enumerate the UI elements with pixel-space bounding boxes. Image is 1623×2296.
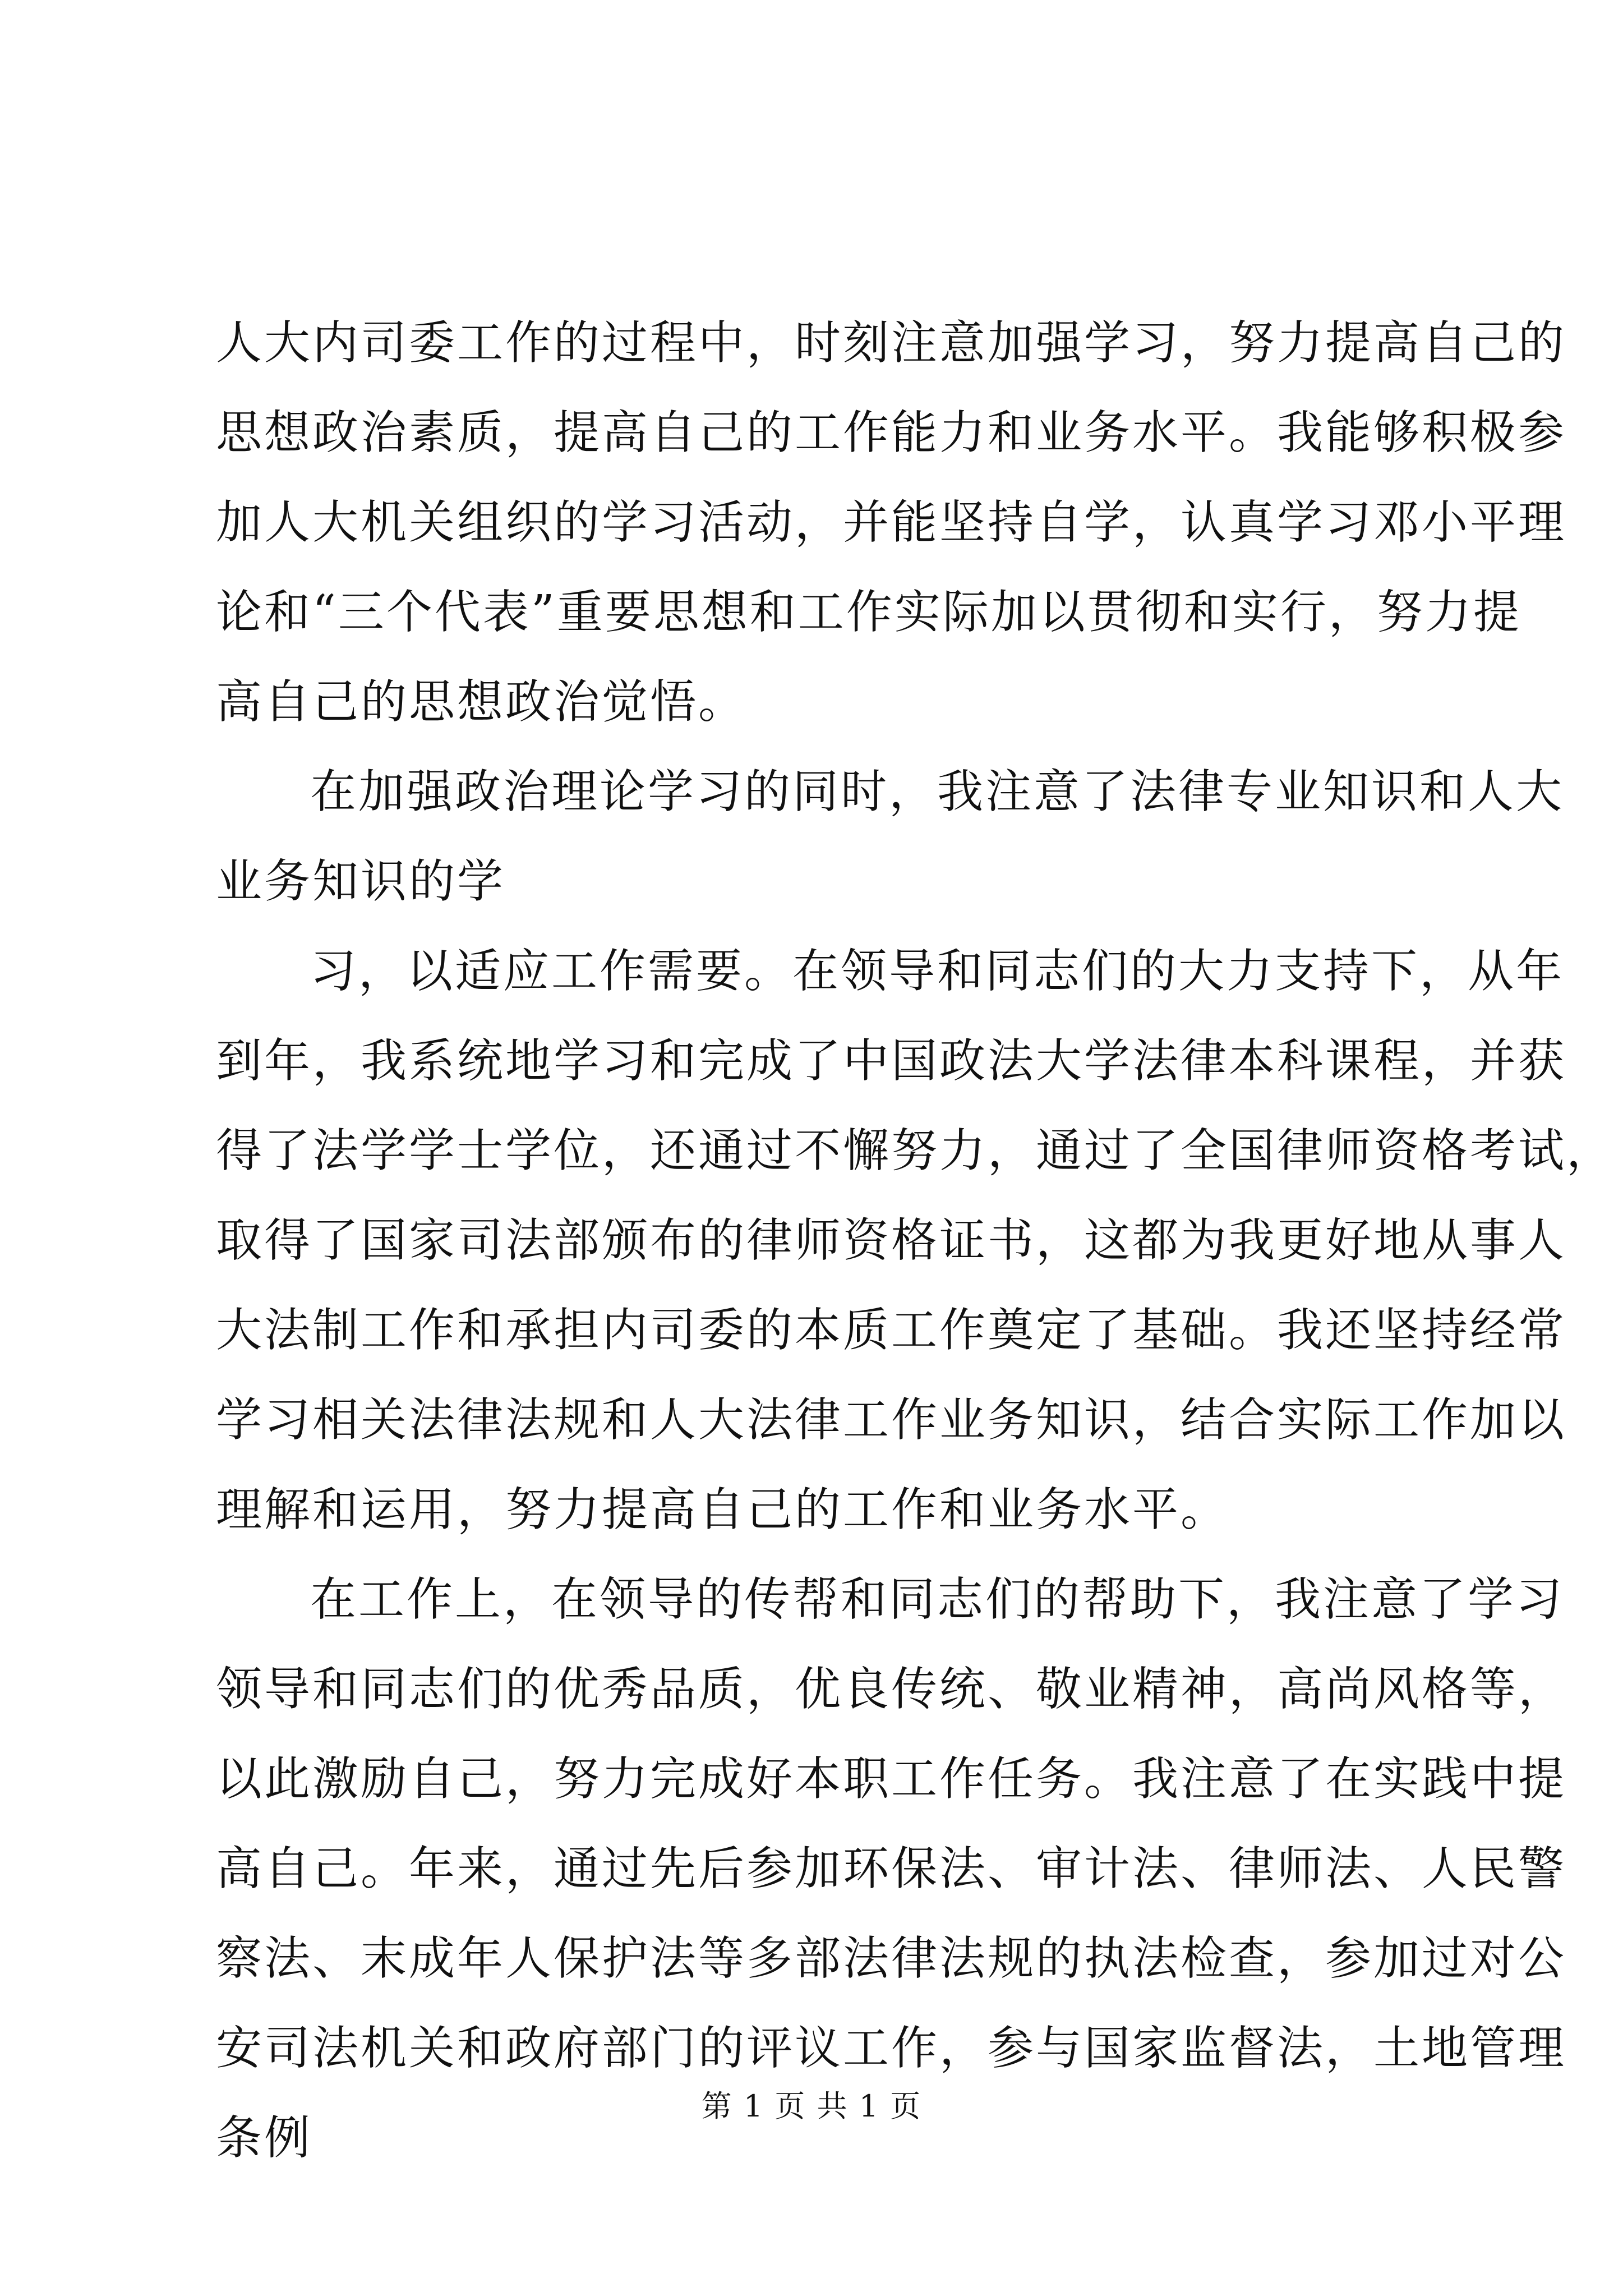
text-line: 在加强政治理论学习的同时，我注意了法律专业知识和人大: [310, 765, 1565, 818]
text-line: 得了法学学士学位，还通过不懈努力，通过了全国律师资格考试，: [216, 1124, 1615, 1177]
text-line: 思想政治素质，提高自己的工作能力和业务水平。我能够积极参: [216, 406, 1567, 459]
text-line: 学习相关法律法规和人大法律工作业务知识，结合实际工作加以: [216, 1393, 1567, 1447]
body-text: [216, 298, 1615, 2183]
text-line: 在工作上，在领导的传帮和同志们的帮助下，我注意了学习: [310, 1573, 1565, 1626]
page-number-footer: 第 1 页 共 1 页: [701, 2088, 922, 2124]
text-line: 加人大机关组织的学习活动，并能坚持自学，认真学习邓小平理: [216, 496, 1567, 549]
text-line: 以此激励自己，努力完成好本职工作任务。我注意了在实践中提: [216, 1752, 1567, 1806]
text-line: 察法、末成年人保护法等多部法律法规的执法检查，参加过对公: [216, 1932, 1567, 1985]
text-line: 到年，我系统地学习和完成了中国政法大学法律本科课程，并获: [216, 1034, 1567, 1088]
text-line: 理解和运用，努力提高自己的工作和业务水平。: [216, 1483, 1229, 1536]
text-line: 论和“三个代表”重要思想和工作实际加以贯彻和实行，努力提: [216, 586, 1521, 639]
text-line: 领导和同志们的优秀品质，优良传统、敬业精神，高尚风格等，: [216, 1663, 1567, 1716]
text-line: 安司法机关和政府部门的评议工作，参与国家监督法，土地管理: [216, 2022, 1567, 2075]
text-line: 人大内司委工作的过程中，时刻注意加强学习，努力提高自己的: [216, 316, 1567, 370]
text-line: 业务知识的学: [216, 855, 506, 908]
text-line: 条例: [216, 2111, 313, 2165]
text-line: 高自己。年来，通过先后参加环保法、审计法、律师法、人民警: [216, 1842, 1567, 1895]
text-line: 大法制工作和承担内司委的本质工作奠定了基础。我还坚持经常: [216, 1304, 1567, 1357]
text-line: 取得了国家司法部颁布的律师资格证书，这都为我更好地从事人: [216, 1214, 1567, 1267]
text-line: 习，以适应工作需要。在领导和同志们的大力支持下，从年: [310, 945, 1565, 998]
text-line: 高自己的思想政治觉悟。: [216, 675, 747, 729]
